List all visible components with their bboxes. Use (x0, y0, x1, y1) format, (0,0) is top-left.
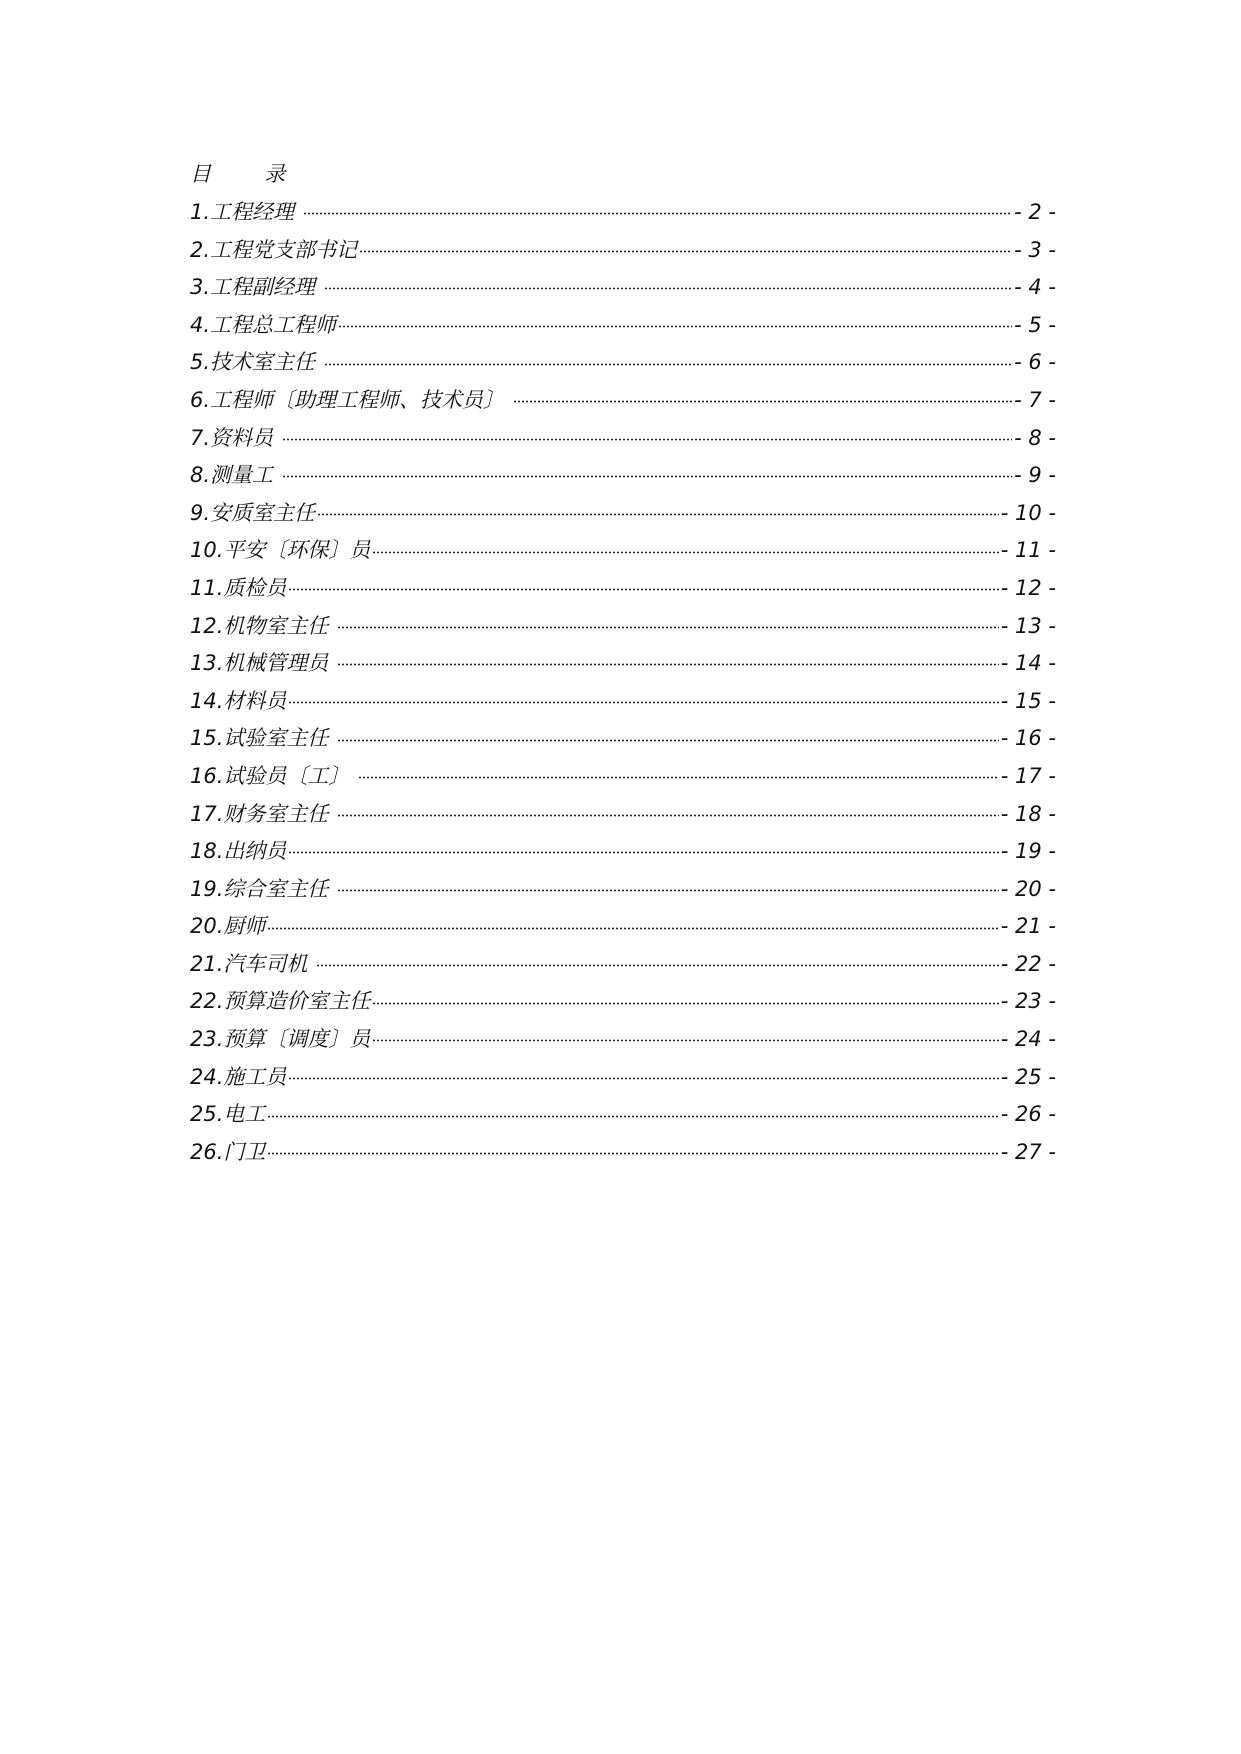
toc-entry-page-number: - 27 - (1000, 1139, 1056, 1164)
toc-entry[interactable] (190, 420, 1056, 458)
toc-entry[interactable] (190, 1021, 1056, 1059)
toc-entry-label: 6.工程师〔助理工程师、技术员〕 (190, 387, 511, 412)
toc-entry-label: 15.试验室主任 (190, 726, 336, 751)
toc-entry-label: 26.门卫 (190, 1139, 266, 1164)
toc-entry-page-number: - 23 - (1000, 989, 1056, 1014)
toc-dot-leader (267, 927, 998, 930)
toc-entry-page-number: - 22 - (1000, 951, 1056, 976)
table-of-contents (190, 158, 1056, 1171)
toc-entry-page-number: - 25 - (1000, 1064, 1056, 1089)
toc-entry-label: 14.材料员 (190, 688, 287, 713)
toc-entry-page-number: - 10 - (1000, 500, 1056, 525)
toc-entry-page-number: - 24 - (1000, 1027, 1056, 1052)
toc-entry-label: 7.资料员 (190, 425, 280, 450)
toc-entry-page-number: - 16 - (1000, 726, 1056, 751)
toc-entry[interactable] (190, 946, 1056, 984)
toc-entry-label: 3.工程副经理 (190, 275, 322, 300)
toc-entry-page-number: - 5 - (1014, 312, 1056, 337)
toc-entry[interactable] (190, 608, 1056, 646)
toc-entry-page-number: - 7 - (1014, 387, 1056, 412)
toc-entry-page-number: - 11 - (1000, 538, 1056, 563)
toc-entry[interactable] (190, 382, 1056, 420)
toc-entry[interactable] (190, 983, 1056, 1021)
toc-entry-page-number: - 14 - (1000, 651, 1056, 676)
toc-entry-label: 4.工程总工程师 (190, 312, 337, 337)
toc-dot-leader (372, 1002, 998, 1005)
toc-dot-leader (359, 250, 1012, 253)
toc-entry[interactable] (190, 232, 1056, 270)
toc-entry-label: 5.技术室主任 (190, 350, 322, 375)
toc-entry[interactable] (190, 833, 1056, 871)
toc-entry-page-number: - 17 - (1000, 763, 1056, 788)
toc-dot-leader (513, 400, 1012, 403)
toc-dot-leader (303, 212, 1012, 215)
toc-entry-label: 18.出纳员 (190, 839, 287, 864)
toc-entry[interactable] (190, 645, 1056, 683)
toc-entry-page-number: - 2 - (1014, 200, 1056, 224)
toc-entry[interactable] (190, 532, 1056, 570)
toc-entry[interactable] (190, 683, 1056, 721)
toc-entry-page-number: - 18 - (1000, 801, 1056, 826)
toc-entry[interactable] (190, 307, 1056, 345)
toc-dot-leader (282, 438, 1012, 441)
toc-entry-label: 8.测量工 (190, 463, 280, 488)
toc-entry-page-number: - 6 - (1014, 350, 1056, 375)
toc-dot-leader (267, 1152, 998, 1155)
toc-entry[interactable] (190, 796, 1056, 834)
toc-entry-label: 1.工程经理 (190, 200, 301, 224)
toc-entry-label: 24.施工员 (190, 1064, 287, 1089)
toc-entry-label: 19.综合室主任 (190, 876, 336, 901)
toc-dot-leader (288, 588, 998, 591)
toc-entry-label: 9.安质室主任 (190, 500, 316, 525)
toc-entry-label: 22.预算造价室主任 (190, 989, 371, 1014)
toc-entry-label: 2.工程党支部书记 (190, 237, 358, 262)
toc-dot-leader (337, 889, 999, 892)
toc-entry[interactable] (190, 457, 1056, 495)
toc-dot-leader (358, 776, 999, 779)
toc-entry-page-number: - 21 - (1000, 914, 1056, 939)
toc-dot-leader (288, 851, 998, 854)
toc-entry[interactable] (190, 269, 1056, 307)
toc-title: 目 录 (190, 162, 286, 186)
toc-entry[interactable] (190, 1134, 1056, 1172)
toc-dot-leader (337, 626, 999, 629)
toc-dot-leader (324, 287, 1012, 290)
toc-entry[interactable] (190, 495, 1056, 533)
toc-dot-leader (317, 513, 999, 516)
toc-list (190, 194, 1056, 1171)
toc-entry-label: 21.汽车司机 (190, 951, 315, 976)
toc-dot-leader (337, 739, 999, 742)
toc-entry[interactable] (190, 758, 1056, 796)
toc-entry-label: 11.质检员 (190, 575, 287, 600)
toc-dot-leader (372, 551, 998, 554)
toc-entry-label: 10.平安〔环保〕员 (190, 538, 371, 563)
toc-entry[interactable] (190, 720, 1056, 758)
toc-entry[interactable] (190, 908, 1056, 946)
toc-entry-page-number: - 8 - (1014, 425, 1056, 450)
toc-dot-leader (324, 363, 1012, 366)
toc-entry[interactable] (190, 871, 1056, 909)
toc-entry-page-number: - 9 - (1014, 463, 1056, 488)
toc-dot-leader (288, 701, 998, 704)
toc-entry[interactable] (190, 1059, 1056, 1097)
toc-entry[interactable] (190, 344, 1056, 382)
toc-dot-leader (372, 1039, 998, 1042)
toc-dot-leader (337, 814, 999, 817)
toc-dot-leader (288, 1077, 998, 1080)
toc-entry-page-number: - 13 - (1000, 613, 1056, 638)
toc-entry-label: 12.机物室主任 (190, 613, 336, 638)
toc-entry-page-number: - 26 - (1000, 1102, 1056, 1127)
toc-dot-leader (338, 325, 1012, 328)
toc-entry[interactable] (190, 570, 1056, 608)
toc-entry-label: 25.电工 (190, 1102, 266, 1127)
toc-entry-label: 17.财务室主任 (190, 801, 336, 826)
toc-entry-page-number: - 19 - (1000, 839, 1056, 864)
toc-dot-leader (337, 663, 999, 666)
toc-entry-label: 20.厨师 (190, 914, 266, 939)
toc-entry[interactable] (190, 194, 1056, 232)
toc-entry-page-number: - 4 - (1014, 275, 1056, 300)
toc-entry-label: 13.机械管理员 (190, 651, 336, 676)
toc-dot-leader (316, 964, 999, 967)
toc-dot-leader (267, 1115, 998, 1118)
toc-entry-page-number: - 12 - (1000, 575, 1056, 600)
toc-entry-label: 23.预算〔调度〕员 (190, 1027, 371, 1052)
toc-entry[interactable] (190, 1096, 1056, 1134)
toc-entry-page-number: - 3 - (1014, 237, 1056, 262)
toc-entry-page-number: - 15 - (1000, 688, 1056, 713)
toc-dot-leader (282, 475, 1012, 478)
toc-entry-page-number: - 20 - (1000, 876, 1056, 901)
toc-entry-label: 16.试验员〔工〕 (190, 763, 357, 788)
